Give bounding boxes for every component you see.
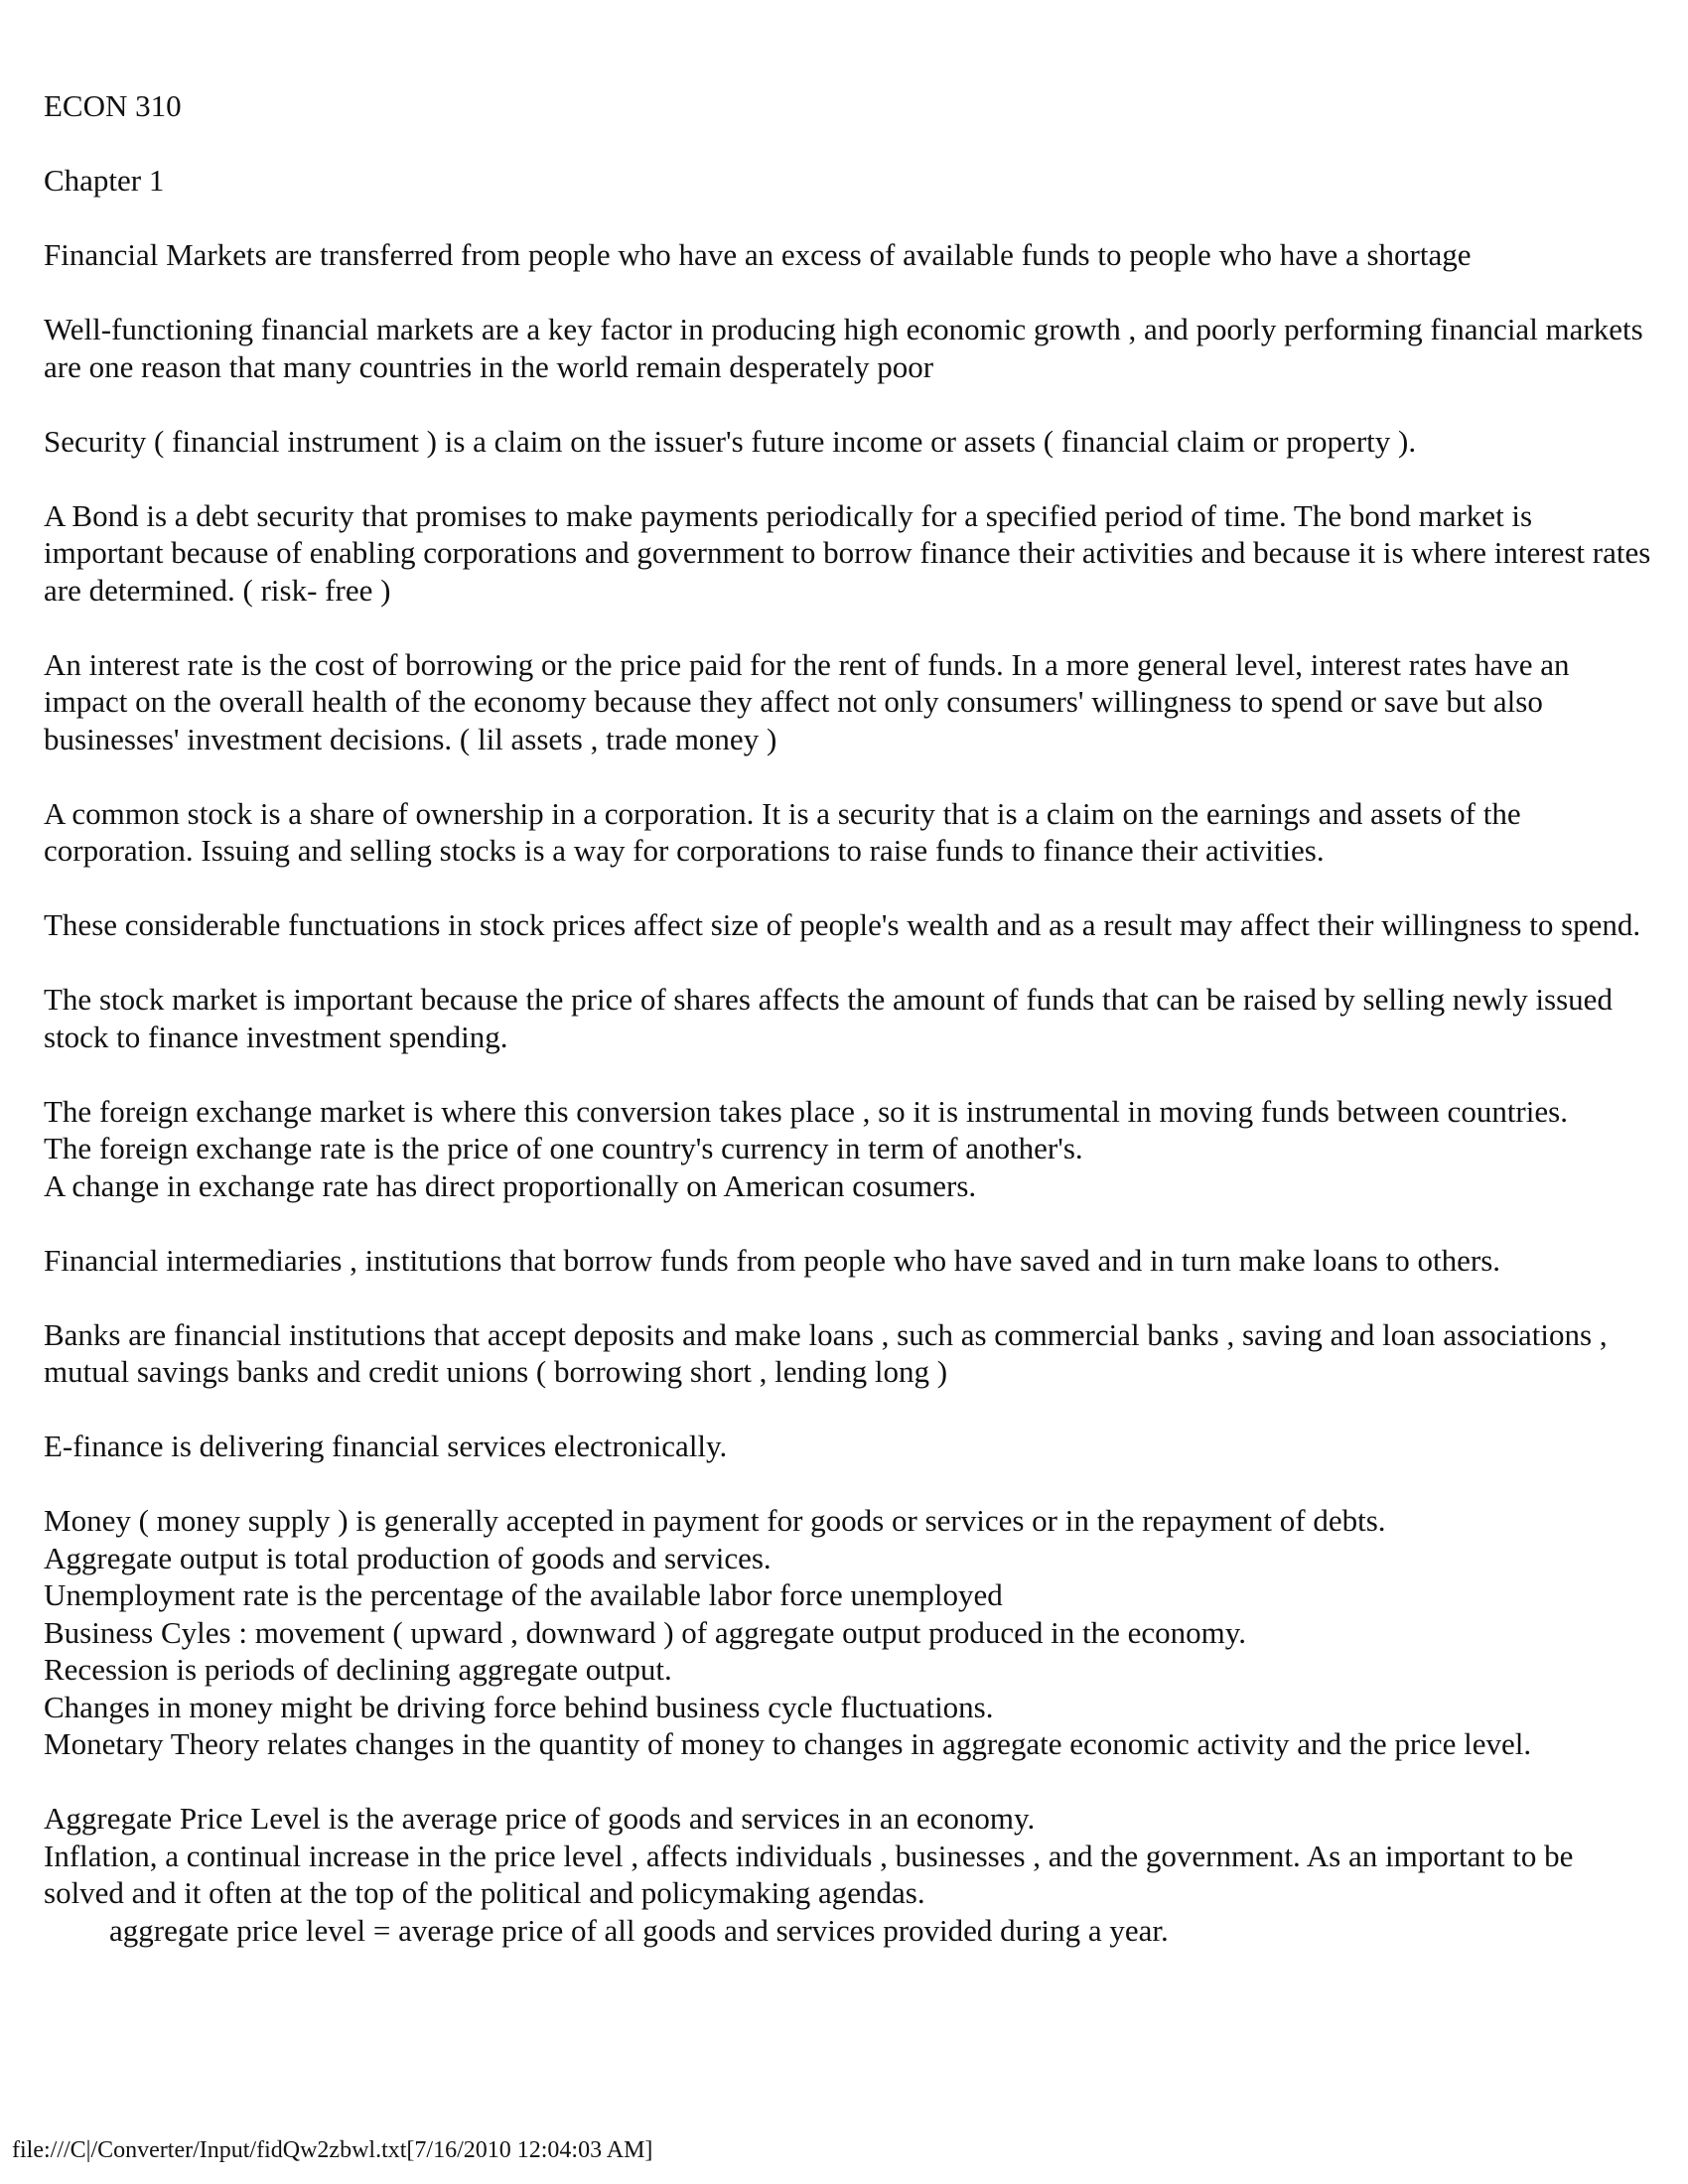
chapter-heading: Chapter 1: [44, 163, 165, 198]
paragraph: [44, 1093, 1652, 1205]
paragraph-line: Aggregate output is total production of goods and services.: [44, 1540, 772, 1575]
paragraph: [44, 1800, 1652, 1949]
paragraph: [44, 311, 1652, 385]
paragraph-line: Banks are financial institutions that accept deposits and make loans , such as commercial banks , saving and loan associations , mutual savings banks and credit unions ( borrowing short , lending long ): [44, 1316, 1608, 1389]
paragraph-line: These considerable functuations in stock prices affect size of people's wealth and as a result may affect their willingness to spend.: [44, 907, 1641, 942]
paragraph-line: The foreign exchange rate is the price of one country's currency in term of another's.: [44, 1131, 1083, 1165]
paragraph-line: A change in exchange rate has direct proportionally on American cosumers.: [44, 1167, 977, 1203]
paragraph-line: Well-functioning financial markets are a key factor in producing high economic growth , and poorly performing financial markets are one reason that many countries in the world remain desperately poor: [44, 312, 1643, 384]
paragraph: [44, 1316, 1652, 1391]
paragraph-line: Inflation, a continual increase in the price level , affects individuals , businesses , and the government. As an important to be solved and it often at the top of the political and policymaking agendas.: [44, 1838, 1574, 1910]
paragraph: [44, 1502, 1652, 1763]
paragraph-line: Unemployment rate is the percentage of the available labor force unemployed: [44, 1577, 1003, 1612]
paragraph-line: An interest rate is the cost of borrowing or the price paid for the rent of funds. In a more general level, interest rates have an impact on the overall health of the economy because they affect not only consumers' willingness to spend or save but also businesses' investment decisions. ( lil assets , trade money ): [44, 646, 1570, 756]
paragraph-line: E-finance is delivering financial services electronically.: [44, 1429, 728, 1463]
file-path-footer: file:///C|/Converter/Input/fidQw2zbwl.txt[7/16/2010 12:04:03 AM]: [12, 2137, 653, 2163]
paragraph: [44, 981, 1652, 1055]
paragraph-line: The foreign exchange market is where this conversion takes place , so it is instrumental in moving funds between countries.: [44, 1093, 1568, 1129]
paragraph: [44, 646, 1652, 758]
paragraph: [44, 423, 1652, 461]
paragraph-line: Changes in money might be driving force behind business cycle fluctuations.: [44, 1689, 994, 1724]
paragraph-line: The stock market is important because the price of shares affects the amount of funds that can be raised by selling newly issued stock to finance investment spending.: [44, 982, 1613, 1054]
paragraph: [44, 497, 1652, 610]
paragraph-line: Security ( financial instrument ) is a claim on the issuer's future income or assets ( financial claim or property ).: [44, 423, 1417, 459]
paragraph: [44, 1428, 1652, 1465]
paragraph: [44, 906, 1652, 944]
indented-formula-line: aggregate price level = average price of all goods and services provided during a year.: [109, 1912, 1169, 1948]
course-title: ECON 310: [44, 88, 182, 123]
paragraph-line: A Bond is a debt security that promises to make payments periodically for a specified period of time. The bond market is important because of enabling corporations and government to borrow finance their activities and because it is where interest rates are determined. ( risk- free ): [44, 497, 1651, 608]
paragraph: [44, 1242, 1652, 1280]
paragraph-line: Recession is periods of declining aggregate output.: [44, 1652, 672, 1687]
paragraph-line: Financial intermediaries , institutions that borrow funds from people who have saved and in turn make loans to others.: [44, 1242, 1501, 1278]
paragraph: [44, 795, 1652, 870]
paragraph-line: Money ( money supply ) is generally accepted in payment for goods or services or in the repayment of debts.: [44, 1503, 1386, 1538]
paragraph-line: A common stock is a share of ownership in a corporation. It is a security that is a claim on the earnings and assets of the corporation. Issuing and selling stocks is a way for corporations to raise funds to finance their activities.: [44, 795, 1521, 868]
paragraph-line: Monetary Theory relates changes in the quantity of money to changes in aggregate economic activity and the price level.: [44, 1726, 1532, 1761]
paragraph-line: Business Cyles : movement ( upward , downward ) of aggregate output produced in the economy.: [44, 1614, 1247, 1650]
paragraph-line: Financial Markets are transferred from people who have an excess of available funds to people who have a shortage: [44, 237, 1472, 272]
document-body: [44, 87, 1652, 1986]
paragraph: [44, 236, 1652, 274]
paragraph-line: Aggregate Price Level is the average price of goods and services in an economy.: [44, 1801, 1036, 1836]
